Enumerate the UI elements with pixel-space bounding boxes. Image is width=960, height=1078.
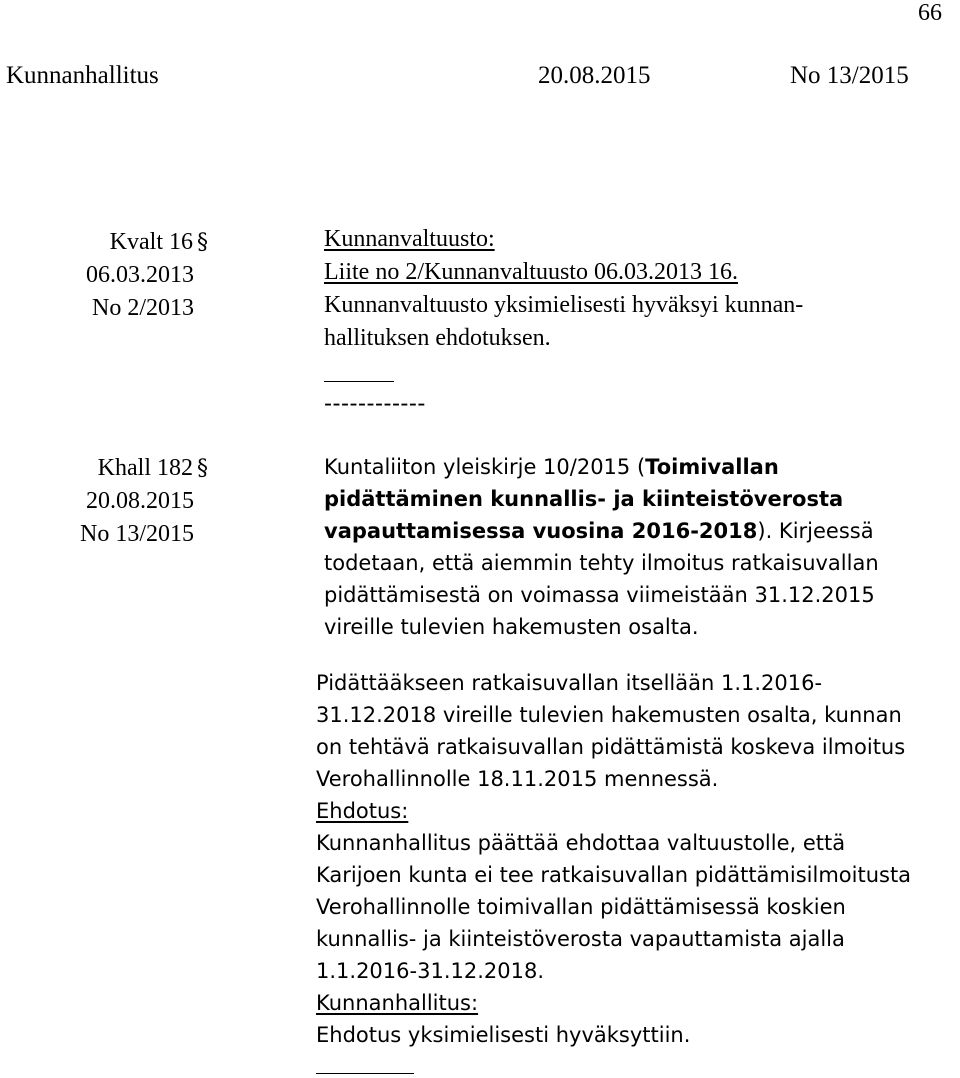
header-number: No 13/2015 xyxy=(790,62,909,89)
khall-margin-date: 20.08.2015 xyxy=(86,488,194,514)
proposal-line: kunnallis- ja kiinteistöverosta vapauttamista ajalla xyxy=(316,927,845,951)
decision-text: Ehdotus yksimielisesti hyväksyttiin. xyxy=(316,1023,691,1047)
decision-heading: Kunnanhallitus: xyxy=(316,991,479,1015)
end-rule xyxy=(316,1073,414,1074)
separator-rule xyxy=(324,381,394,382)
intro-text: Kuntaliiton yleiskirje 10/2015 ( xyxy=(324,455,646,479)
header-date: 20.08.2015 xyxy=(538,62,651,89)
proposal-line: Verohallinnolle toimivallan pidättämisessä koskien xyxy=(316,895,846,919)
kvalt-heading: Kunnanvaltuusto: xyxy=(324,226,495,252)
khall-body-line: vireille tulevien hakemusten osalta. xyxy=(324,615,699,639)
kvalt-section-ref: Kvalt 16 xyxy=(109,229,193,255)
proposal-line: 1.1.2016-31.12.2018. xyxy=(316,959,545,983)
para2-line: 31.12.2018 vireille tulevien hakemusten osalta, kunnan xyxy=(316,703,902,727)
title-bold-2: pidättäminen kunnallis- ja kiinteistöverosta xyxy=(324,487,844,511)
after-title: Kirjeessä xyxy=(772,519,874,543)
separator-dashes: ------------ xyxy=(324,390,426,417)
kvalt-margin xyxy=(0,226,208,325)
khall-body-line: todetaan, että aiemmin tehty ilmoitus ratkaisuvallan xyxy=(324,551,879,575)
khall-intro-line xyxy=(324,455,779,479)
khall-margin-number: No 13/2015 xyxy=(80,521,194,547)
section-sign: § xyxy=(197,230,208,255)
attachment-ref: Kunnanvaltuusto 06.03.2013 16. xyxy=(423,259,738,285)
proposal-line: Karijoen kunta ei tee ratkaisuvallan pidättämisilmoitusta xyxy=(316,863,912,887)
kvalt-margin-section xyxy=(0,226,208,259)
para2-line: on tehtävä ratkaisuvallan pidättämistä koskeva ilmoitus xyxy=(316,735,906,759)
khall-title-line-3 xyxy=(324,519,874,543)
kvalt-decision-line-1: Kunnanvaltuusto yksimielisesti hyväksyi kunnan- xyxy=(324,292,804,318)
khall-title-line-2 xyxy=(324,487,843,511)
section-sign: § xyxy=(197,456,208,481)
kvalt-margin-date: 06.03.2013 xyxy=(86,262,194,288)
page-number: 66 xyxy=(918,0,942,26)
title-bold-1: Toimivallan xyxy=(645,455,779,479)
kvalt-margin-number: No 2/2013 xyxy=(92,295,194,321)
title-bold-3: vapauttamisessa vuosina 2016-2018 xyxy=(324,519,758,543)
para2-line: Verohallinnolle 18.11.2015 mennessä. xyxy=(316,767,719,791)
khall-section-ref: Khall 182 xyxy=(97,455,193,481)
kvalt-attachment xyxy=(324,259,738,286)
proposal-line: Kunnanhallitus päättää ehdottaa valtuustolle, että xyxy=(316,831,846,855)
khall-margin xyxy=(0,452,208,551)
title-close: ). xyxy=(757,519,773,543)
attachment-link[interactable]: Liite no 2/ xyxy=(324,259,424,285)
khall-margin-section xyxy=(0,452,208,485)
kvalt-decision-line-2: hallituksen ehdotuksen. xyxy=(324,325,551,351)
para2-line: Pidättääkseen ratkaisuvallan itsellään 1.1.2016- xyxy=(316,671,823,695)
proposal-heading: Ehdotus: xyxy=(316,799,409,823)
khall-body-line: pidättämisestä on voimassa viimeistään 31.12.2015 xyxy=(324,583,875,607)
header-body: Kunnanhallitus xyxy=(6,62,159,89)
